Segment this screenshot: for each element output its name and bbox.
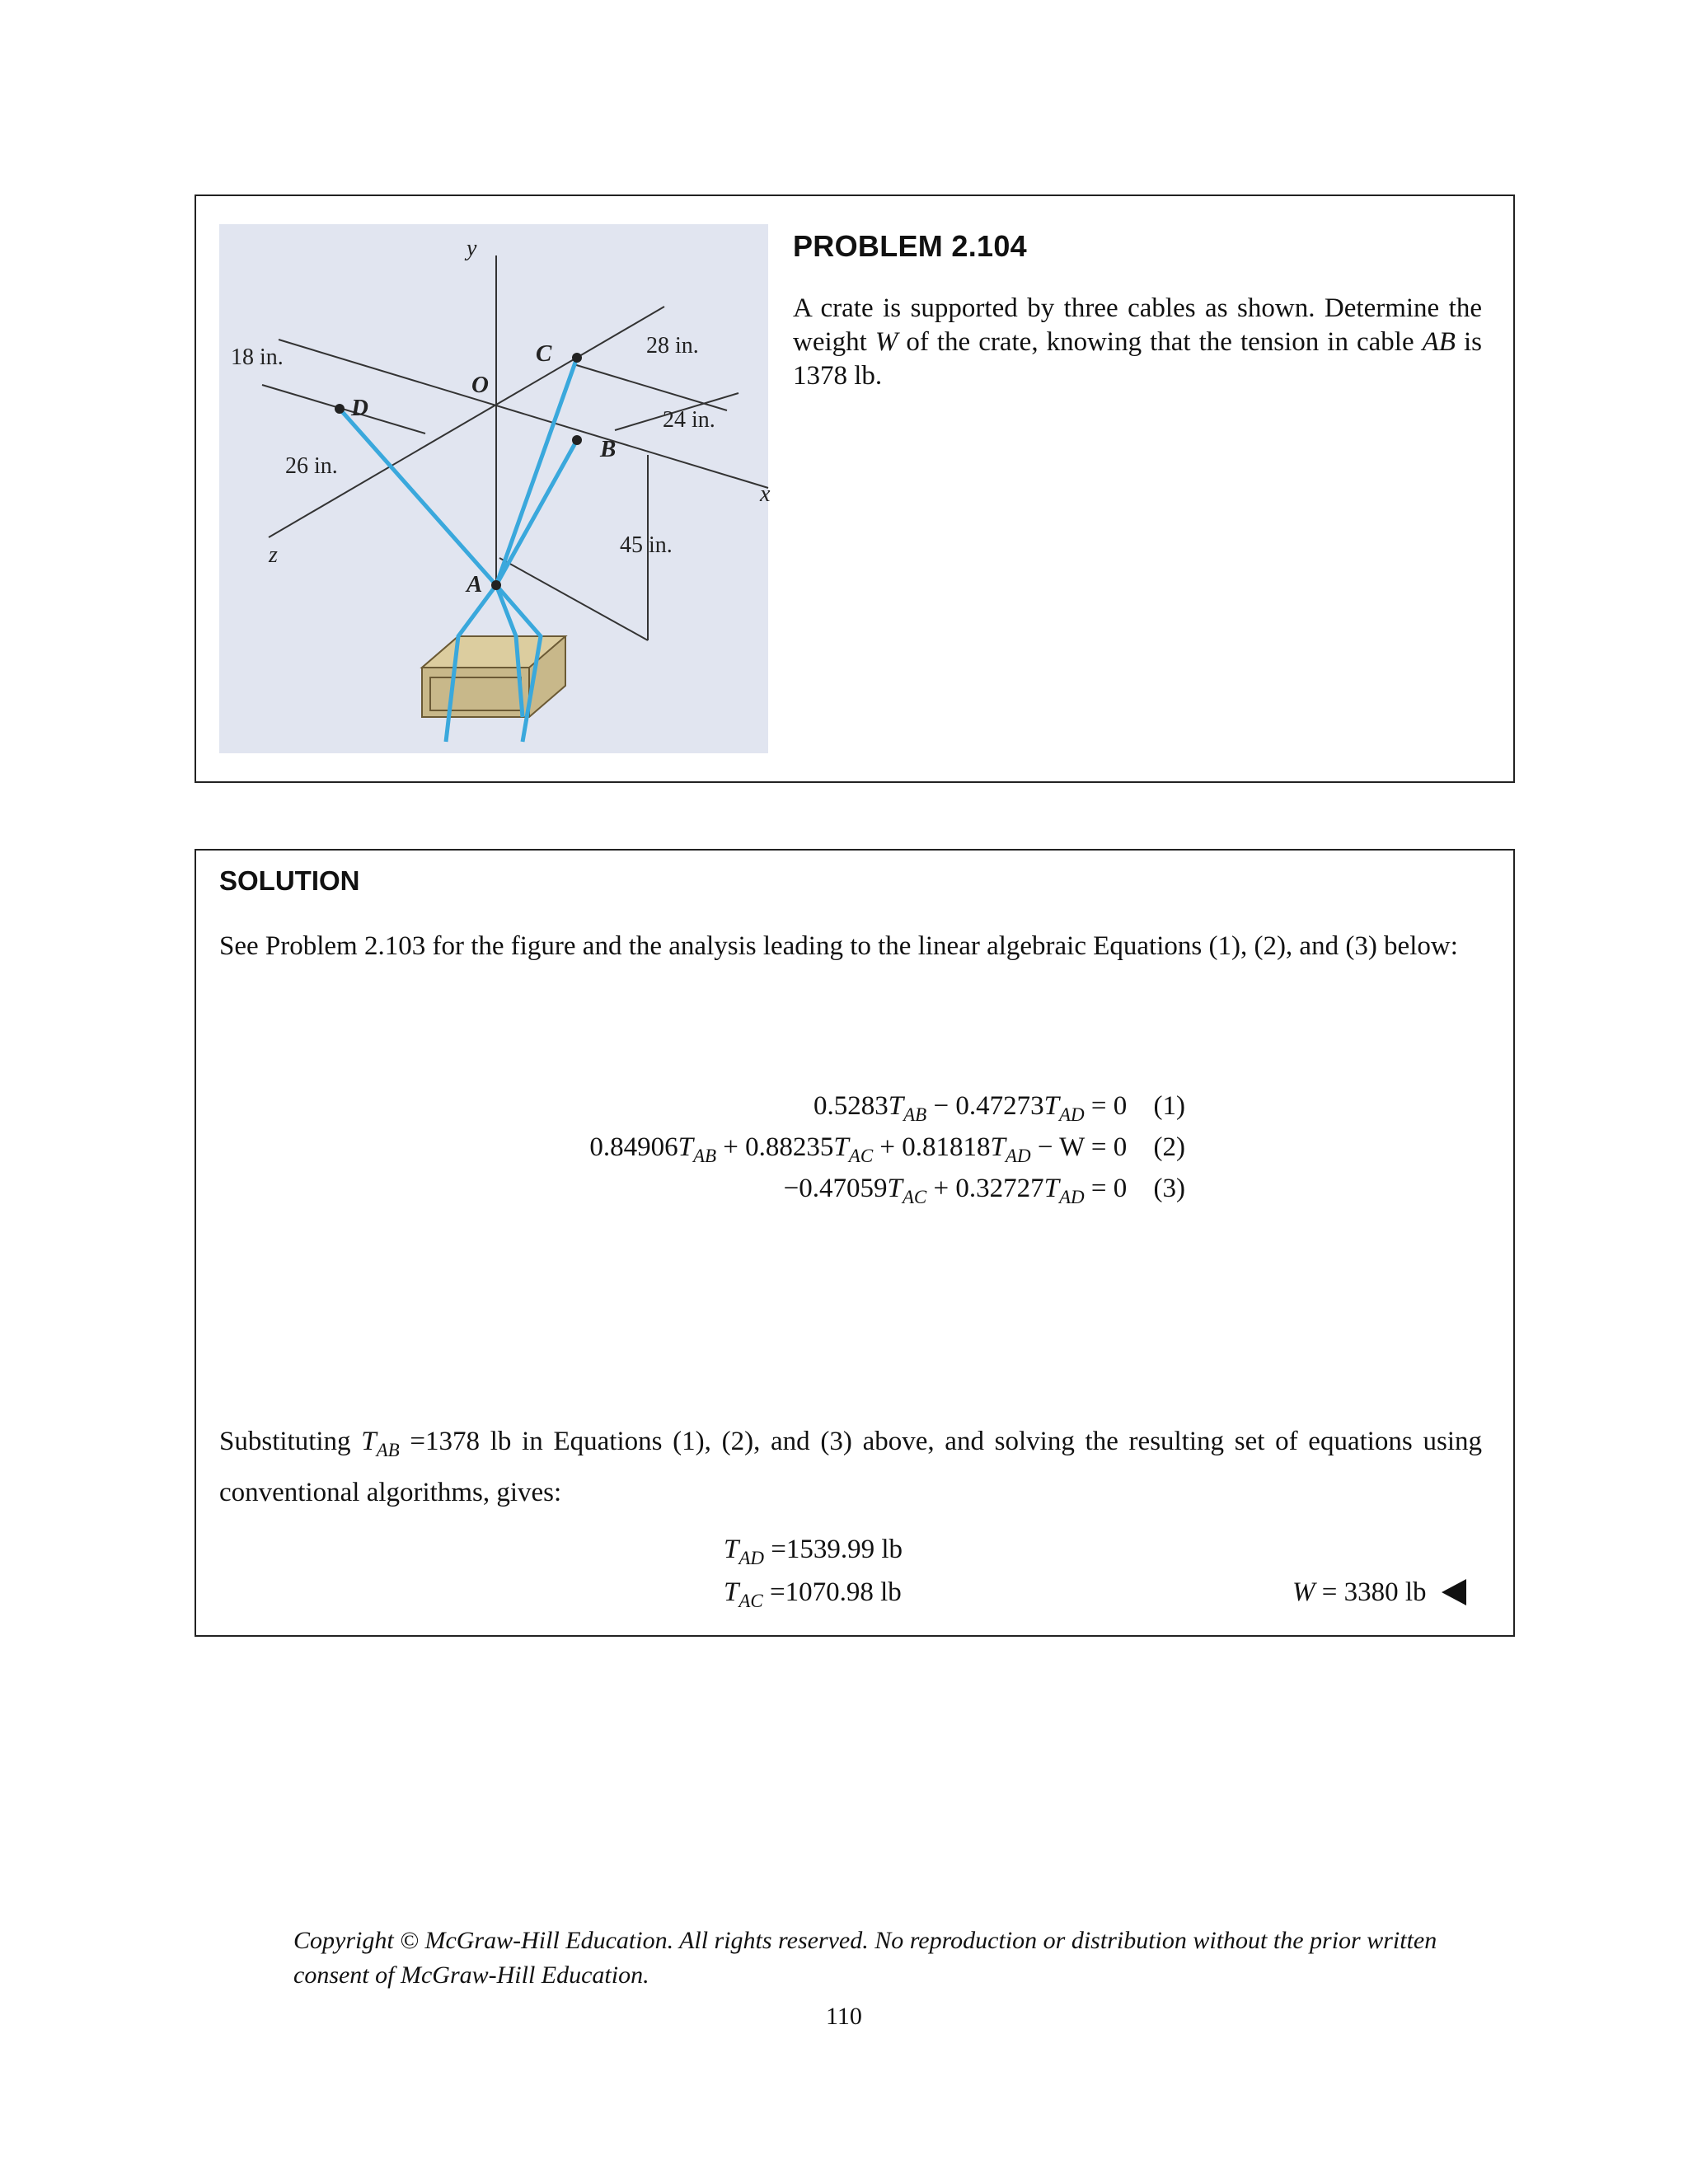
problem-title: PROBLEM 2.104 [793,229,1027,263]
res-tac-sub: AC [738,1591,763,1611]
problem-text-1: A crate is supported by three cables as shown. Determine the weight [793,293,1482,357]
label-z: z [269,542,278,568]
answer-marker-icon [1442,1579,1466,1605]
subst-before: Substituting [219,1427,362,1456]
substitution-text [219,1416,1482,1518]
eq1-T2: T [1043,1091,1059,1121]
eq2-T2: T [833,1132,849,1162]
subst-T: T [361,1427,377,1456]
res-w-value: = 3380 lb [1321,1577,1427,1607]
label-x: x [760,481,771,507]
res-tad-sub: AD [738,1548,765,1568]
equation-2 [589,1132,1185,1166]
res-tad-value: =1539.99 lb [771,1535,903,1564]
equation-3 [783,1174,1185,1207]
eq2-number: (2) [1153,1132,1185,1162]
eq2-T1: T [678,1132,693,1162]
crate [422,636,565,717]
point-B [572,435,582,445]
label-y: y [467,236,477,261]
label-C: C [536,340,552,367]
solution-box [195,849,1515,1637]
point-C [572,353,582,363]
copyright-notice: Copyright © McGraw-Hill Education. All rights reserved. No reproduction or distribution without the prior written consent of McGraw-Hill Education. [293,1927,1437,1989]
solution-intro: See Problem 2.103 for the figure and the analysis leading to the linear algebraic Equations (1), (2), and (3) below: [219,931,1458,961]
eq3-sub2: AD [1058,1187,1085,1207]
res-tad-T: T [724,1535,739,1564]
res-w-symbol: W [1292,1577,1315,1607]
problem-text-2: of the crate, knowing that the tension in cable [898,327,1423,357]
dim-24-label: 24 in. [663,407,715,433]
eq2-coef3: + 0.81818 [879,1132,991,1162]
label-B: B [600,436,617,462]
res-tac-value: =1070.98 lb [770,1577,902,1607]
eq1-rhs: = 0 [1090,1091,1128,1121]
eq3-coef1: −0.47059 [783,1174,888,1203]
eq1-number: (1) [1153,1091,1185,1121]
dim-28-label: 28 in. [646,333,699,359]
subst-value: =1378 lb [410,1427,512,1456]
eq3-sub1: AC [902,1187,927,1207]
result-tac [724,1577,902,1611]
eq3-T2: T [1043,1174,1059,1203]
equation-1 [814,1091,1185,1125]
eq2-coef1: 0.84906 [589,1132,678,1162]
subst-sub: AB [376,1440,400,1460]
result-tad [724,1535,903,1568]
eq1-coef2: − 0.47273 [933,1091,1044,1121]
label-D: D [351,395,368,421]
eq2-T3: T [990,1132,1006,1162]
solution-title: SOLUTION [219,865,360,896]
page-number: 110 [826,2003,862,2030]
dim-26-label: 26 in. [285,453,338,479]
subst-after: in Equations (1), (2), and (3) above, and solving the resulting set of equations using conventional algorithms, gives: [219,1427,1482,1507]
label-A: A [467,571,483,598]
problem-statement [793,292,1482,393]
eq2-sub1: AB [692,1146,717,1166]
eq3-number: (3) [1153,1174,1185,1203]
point-A [491,580,501,590]
result-w [1292,1577,1466,1608]
res-tac-T: T [724,1577,739,1607]
problem-var-AB: AB [1422,327,1456,357]
problem-text-3: is 1378 lb. [793,327,1482,391]
eq3-T1: T [887,1174,903,1203]
dim-18-label: 18 in. [231,344,284,370]
label-O: O [471,372,489,398]
eq1-sub2: AD [1058,1104,1085,1125]
point-D [335,404,345,414]
eq2-sub3: AD [1005,1146,1031,1166]
dim-45-label: 45 in. [620,532,673,558]
eq3-coef2: + 0.32727 [933,1174,1044,1203]
eq1-coef1: 0.5283 [814,1091,889,1121]
eq2-coef2: + 0.88235 [723,1132,834,1162]
eq1-T1: T [888,1091,904,1121]
eq2-rhs: − W = 0 [1037,1132,1128,1162]
crate-cable-figure [219,224,771,753]
problem-var-W: W [874,327,898,357]
eq3-rhs: = 0 [1090,1174,1128,1203]
problem-box [195,194,1515,783]
eq1-sub1: AB [903,1104,927,1125]
equation-block [196,1091,1185,1207]
eq2-sub2: AC [848,1146,874,1166]
